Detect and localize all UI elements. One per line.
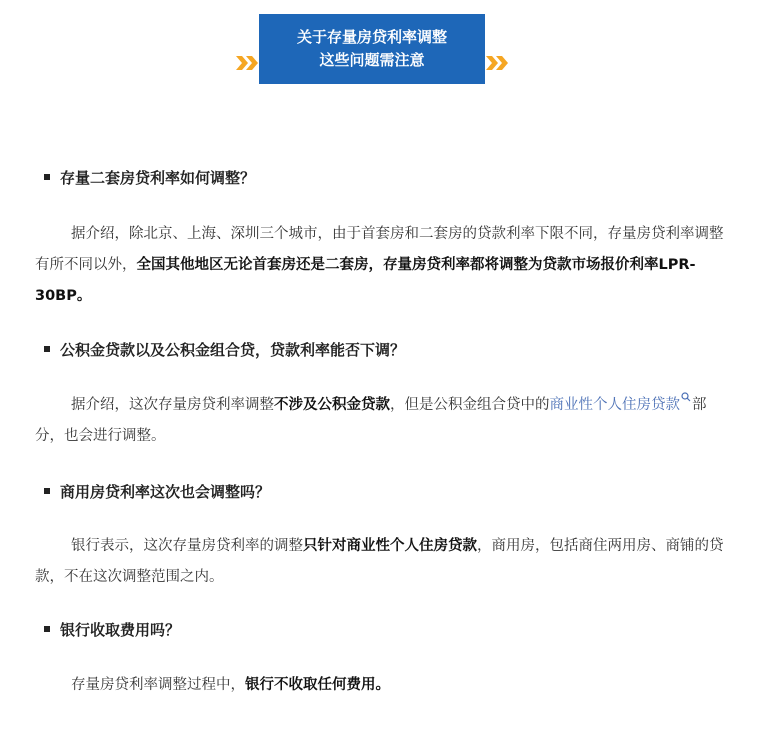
double-chevron-right-icon — [482, 54, 512, 72]
answer-text: 部分，也会进行调整。 — [35, 397, 707, 444]
answer-text: 银行表示，这次存量房贷利率的调整 — [71, 538, 303, 554]
answer-paragraph — [35, 219, 725, 312]
section-heading — [44, 338, 724, 362]
answer-text: ，商用房，包括商住两用房、商铺的贷款，不在这次调整范围之内。 — [35, 538, 724, 585]
question-text: 商用房贷利率这次也会调整吗？ — [60, 483, 271, 501]
bullet-icon — [44, 174, 50, 180]
search-link[interactable]: 商业性个人住房贷款 — [549, 397, 680, 413]
answer-bold-text: 全国其他地区无论首套房还是二套房，存量房贷利率都将调整为贷款市场报价利率LPR-30BP。 — [35, 257, 696, 304]
section-heading — [44, 166, 724, 190]
bullet-icon — [44, 626, 50, 632]
search-icon[interactable] — [681, 392, 691, 402]
answer-text: 据介绍，除北京、上海、深圳三个城市，由于首套房和二套房的贷款利率下限不同，存量房贷利率调整有所不同以外， — [35, 226, 724, 273]
double-chevron-right-icon — [232, 54, 262, 72]
bullet-icon — [44, 346, 50, 352]
answer-text: 存量房贷利率调整过程中， — [71, 677, 245, 693]
question-text: 公积金贷款以及公积金组合贷，贷款利率能否下调？ — [60, 341, 406, 359]
answer-paragraph — [35, 670, 725, 701]
section-heading — [44, 618, 724, 642]
banner-title-line-1: 关于存量房贷利率调整 — [296, 28, 447, 46]
answer-bold-text: 只针对商业性个人住房贷款 — [303, 538, 477, 554]
section-heading — [44, 480, 724, 504]
answer-text: 据介绍，这次存量房贷利率调整 — [71, 397, 274, 413]
answer-paragraph — [35, 390, 725, 452]
answer-text: ，但是公积金组合贷中的 — [390, 397, 550, 413]
question-text: 银行收取费用吗？ — [60, 621, 181, 639]
answer-paragraph — [35, 531, 725, 593]
header-banner — [0, 14, 761, 84]
banner-title — [259, 14, 485, 84]
banner-title-line-2: 这些问题需注意 — [319, 51, 425, 69]
answer-bold-text: 不涉及公积金贷款 — [274, 397, 390, 413]
question-text: 存量二套房贷利率如何调整？ — [60, 169, 256, 187]
bullet-icon — [44, 488, 50, 494]
answer-bold-text: 银行不收取任何费用。 — [245, 677, 390, 693]
